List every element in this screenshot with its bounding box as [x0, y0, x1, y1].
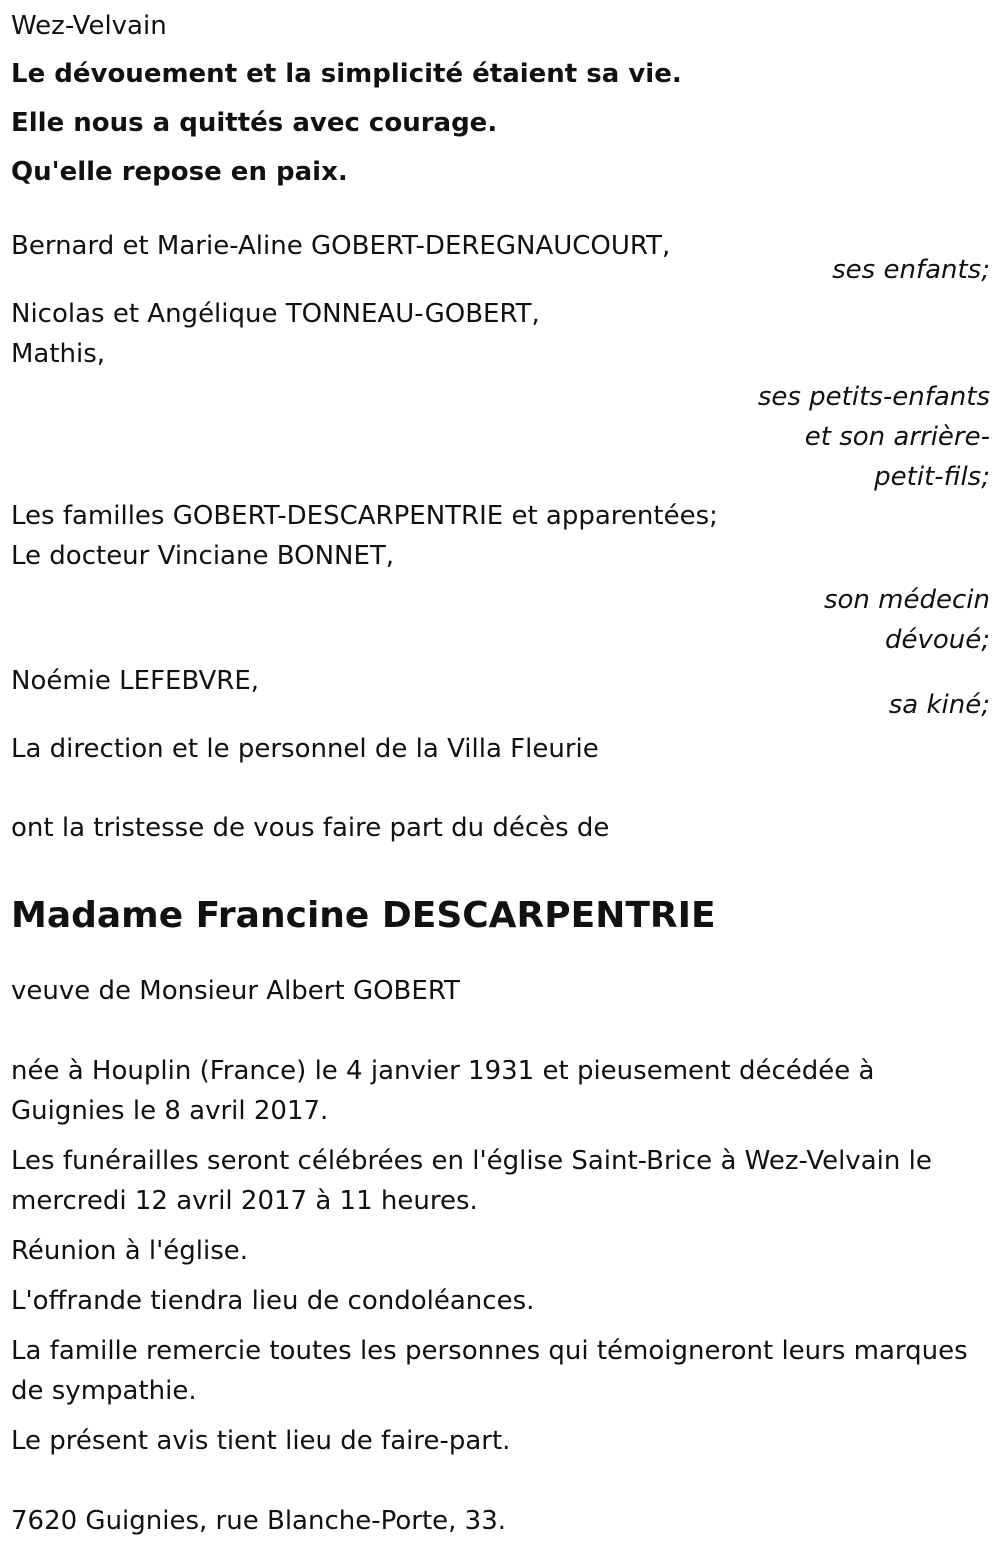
extended-families: Les familles GOBERT-DESCARPENTRIE et apparentées;: [11, 501, 718, 531]
grandchildren-role: petit-fils;: [874, 462, 990, 492]
details-block: [11, 1051, 990, 1461]
staff-line: La direction et le personnel de la Villa Fleurie: [11, 734, 599, 764]
grandchildren-names: Mathis,: [11, 339, 106, 369]
family-block: [11, 226, 990, 769]
quote-line: Qu'elle repose en paix.: [11, 157, 348, 187]
meeting-details: Réunion à l'église.: [11, 1236, 249, 1266]
location-header: Wez-Velvain: [11, 11, 167, 41]
quote-line: Le dévouement et la simplicité étaient sa vie.: [11, 59, 682, 89]
grandchildren-role: et son arrière-: [804, 422, 990, 452]
funeral-details: Les funérailles seront célébrées en l'église Saint-Brice à Wez-Velvain le mercredi 12 avril 2017 à 11 heures.: [11, 1146, 932, 1216]
deceased-name: Madame Francine DESCARPENTRIE: [11, 895, 716, 936]
physio-role: sa kiné;: [888, 690, 990, 720]
widow-of: veuve de Monsieur Albert GOBERT: [11, 976, 460, 1006]
notice-line: Le présent avis tient lieu de faire-part.: [11, 1426, 511, 1456]
thanks-message: La famille remercie toutes les personnes qui témoigneront leurs marques de sympathie.: [11, 1336, 968, 1406]
quote-line: Elle nous a quittés avec courage.: [11, 108, 498, 138]
quote-block: [11, 50, 990, 197]
announcement: ont la tristesse de vous faire part du décès de: [11, 813, 610, 843]
doctor-role: dévoué;: [884, 625, 990, 655]
offering-details: L'offrande tiendra lieu de condoléances.: [11, 1286, 535, 1316]
address: 7620 Guignies, rue Blanche-Porte, 33.: [11, 1506, 507, 1536]
birth-death: née à Houplin (France) le 4 janvier 1931 et pieusement décédée à Guignies le 8 avril 2017.: [11, 1056, 875, 1126]
physio-name: Noémie LEFEBVRE,: [11, 666, 260, 696]
doctor-role: son médecin: [823, 585, 990, 615]
grandchildren-role: ses petits-enfants: [757, 382, 990, 412]
children-names: Bernard et Marie-Aline GOBERT-DEREGNAUCOURT,: [11, 231, 671, 261]
children-role: ses enfants;: [832, 255, 990, 285]
doctor-name: Le docteur Vinciane BONNET,: [11, 541, 395, 571]
grandchildren-names: Nicolas et Angélique TONNEAU-GOBERT,: [11, 299, 540, 329]
